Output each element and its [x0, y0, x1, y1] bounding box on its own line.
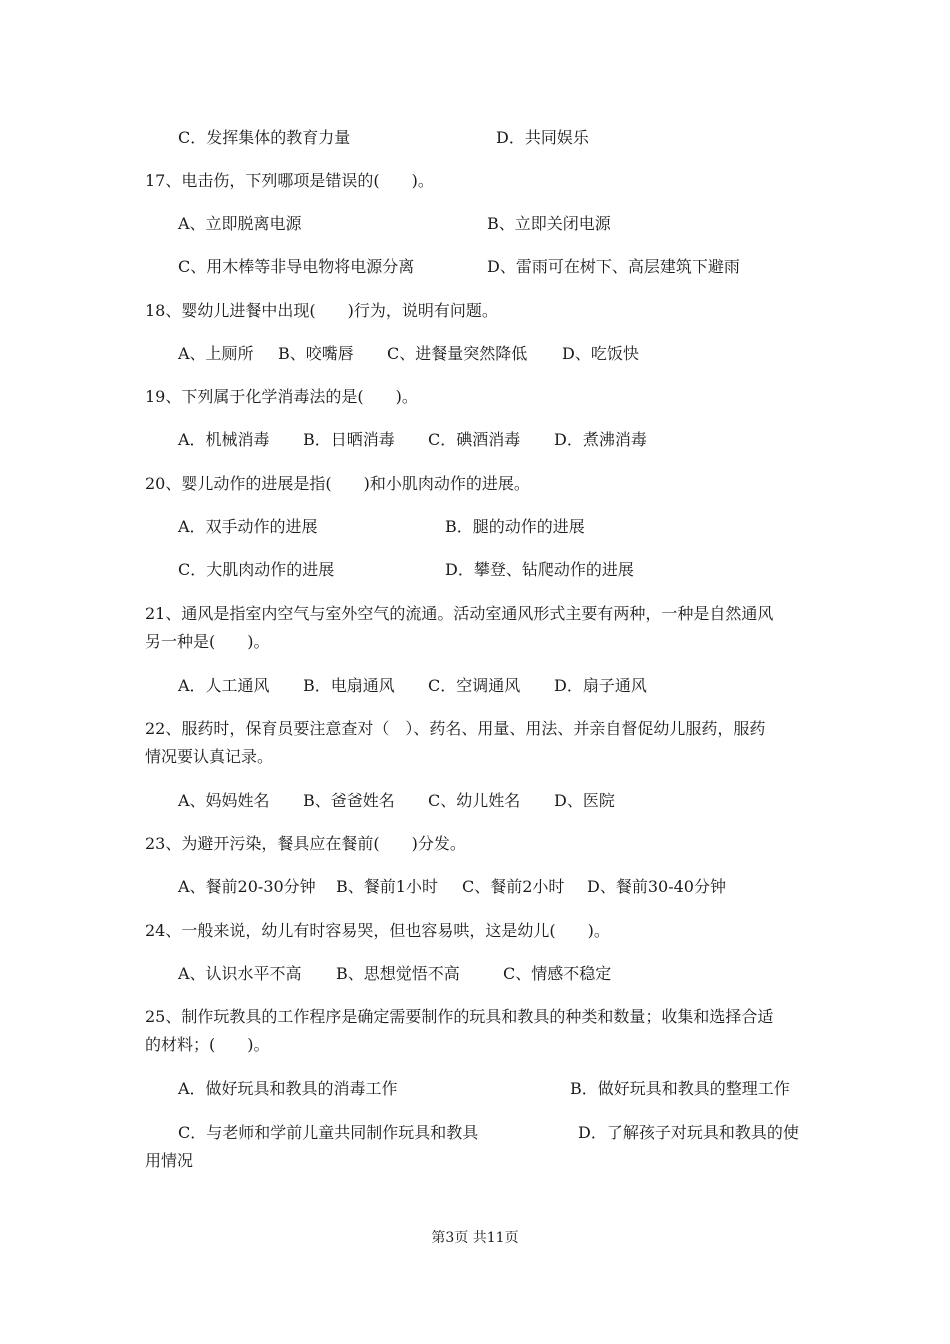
q22-option-b: B、爸爸姓名	[303, 791, 395, 810]
q21-option-d: D．扇子通风	[554, 676, 647, 695]
q25-option-d-line2: 用情况	[145, 1151, 194, 1170]
q20-option-c: C．大肌肉动作的进展	[178, 560, 335, 579]
q19-option-a: A．机械消毒	[178, 430, 270, 449]
q25-option-d-line1: D．了解孩子对玩具和教具的使	[578, 1123, 799, 1142]
q18-stem: 18、婴幼儿进餐中出现( )行为，说明有问题。	[145, 301, 498, 320]
q22-option-d: D、医院	[554, 791, 615, 810]
q23-option-b: B、餐前1小时	[336, 877, 438, 896]
q18-option-b: B、咬嘴唇	[278, 344, 354, 363]
q22-stem-line2: 情况要认真记录。	[145, 747, 274, 766]
q24-option-c: C、情感不稳定	[503, 964, 612, 983]
q19-option-c: C．碘酒消毒	[428, 430, 521, 449]
q21-option-c: C．空调通风	[428, 676, 521, 695]
q20-option-b: B．腿的动作的进展	[445, 517, 585, 536]
q25-stem-line1: 25、制作玩教具的工作程序是确定需要制作的玩具和教具的种类和数量；收集和选择合适	[145, 1007, 774, 1026]
q17-option-b: B、立即关闭电源	[487, 214, 611, 233]
q18-option-d: D、吃饭快	[562, 344, 639, 363]
q23-stem: 23、为避开污染，餐具应在餐前( )分发。	[145, 834, 466, 853]
q19-option-d: D．煮沸消毒	[554, 430, 647, 449]
q21-stem-line2: 另一种是( )。	[145, 632, 270, 651]
q17-option-d: D、雷雨可在树下、高层建筑下避雨	[487, 257, 740, 276]
q17-option-c: C、用木棒等非导电物将电源分离	[178, 257, 415, 276]
q18-option-c: C、进餐量突然降低	[387, 344, 528, 363]
q19-stem: 19、下列属于化学消毒法的是( )。	[145, 387, 418, 406]
q17-option-a: A、立即脱离电源	[178, 214, 302, 233]
q21-option-a: A．人工通风	[178, 676, 270, 695]
q25-option-b: B．做好玩具和教具的整理工作	[570, 1079, 790, 1098]
q23-option-c: C、餐前2小时	[462, 877, 565, 896]
q25-stem-line2: 的材料；( )。	[145, 1035, 270, 1054]
q25-option-c: C．与老师和学前儿童共同制作玩具和教具	[178, 1123, 479, 1142]
q20-option-d: D．攀登、钻爬动作的进展	[445, 560, 634, 579]
q20-stem: 20、婴儿动作的进展是指( )和小肌肉动作的进展。	[145, 474, 530, 493]
q24-stem: 24、一般来说，幼儿有时容易哭，但也容易哄，这是幼儿( )。	[145, 921, 610, 940]
q22-stem-line1: 22、服药时，保育员要注意查对（ ）、药名、用量、用法、并亲自督促幼儿服药，服药	[145, 719, 766, 738]
page-footer: 第3页 共11页	[431, 1230, 519, 1246]
q22-option-a: A、妈妈姓名	[178, 791, 270, 810]
q23-option-d: D、餐前30-40分钟	[587, 877, 726, 896]
q22-option-c: C、幼儿姓名	[428, 791, 521, 810]
q21-stem-line1: 21、通风是指室内空气与室外空气的流通。活动室通风形式主要有两种，一种是自然通风	[145, 604, 774, 623]
q24-option-a: A、认识水平不高	[178, 964, 302, 983]
q20-option-a: A．双手动作的进展	[178, 517, 318, 536]
q25-option-a: A．做好玩具和教具的消毒工作	[178, 1079, 398, 1098]
q16-option-c: C．发挥集体的教育力量	[178, 128, 351, 147]
q24-option-b: B、思想觉悟不高	[336, 964, 460, 983]
q23-option-a: A、餐前20-30分钟	[178, 877, 316, 896]
q18-option-a: A、上厕所	[178, 344, 254, 363]
q19-option-b: B．日晒消毒	[303, 430, 395, 449]
q21-option-b: B．电扇通风	[303, 676, 395, 695]
q17-stem: 17、电击伤，下列哪项是错误的( )。	[145, 171, 434, 190]
q16-option-d: D．共同娱乐	[496, 128, 589, 147]
